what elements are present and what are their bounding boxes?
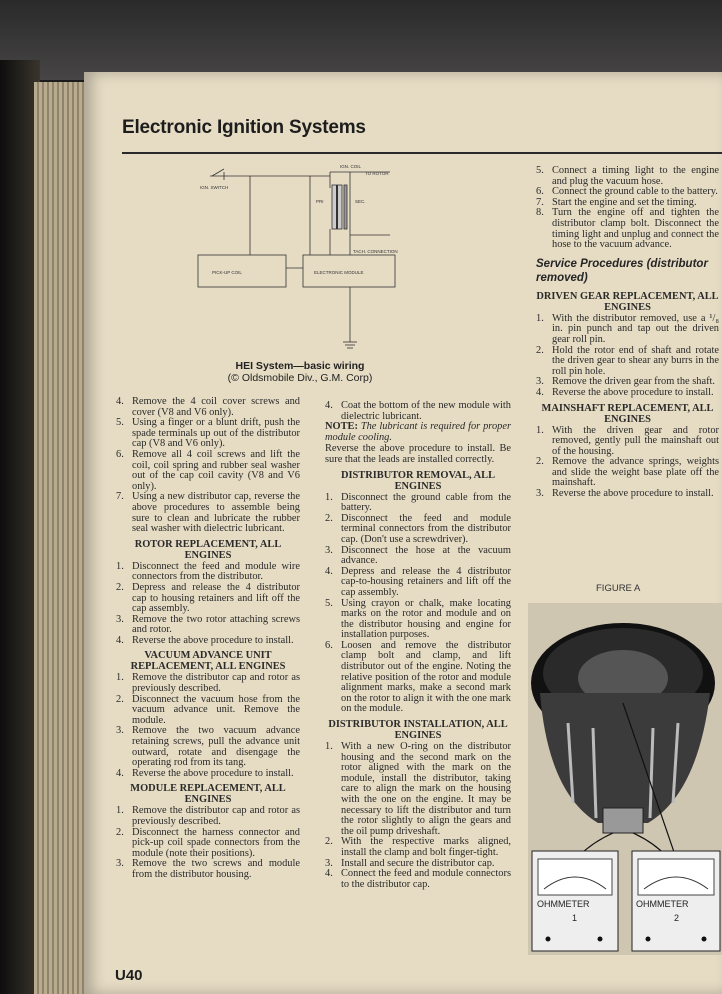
ohmmeter-1 xyxy=(532,851,618,951)
step-item xyxy=(116,726,300,768)
step-text: Using crayon or chalk, make locating marks on the rotor and module and on the distributor housing and engine for installation purposes. xyxy=(341,597,511,641)
diagram-label-ign-switch: IGN. SWITCH xyxy=(200,185,229,190)
diagram-label-ign-coil: IGN. COIL xyxy=(340,164,362,169)
vacuum-step-list xyxy=(116,673,300,779)
diagram-label-to-rotor: TO ROTOR xyxy=(365,171,389,176)
step-number: 1. xyxy=(536,424,544,436)
removal-heading: DISTRIBUTOR REMOVAL, ALL ENGINES xyxy=(340,469,496,492)
step-item xyxy=(116,397,300,418)
step-number: 3. xyxy=(116,613,124,625)
step-number: 1. xyxy=(536,312,544,324)
step-item xyxy=(116,695,300,727)
step-item xyxy=(325,869,511,890)
step-text: Disconnect the vacuum hose from the vacuum advance unit. Remove the module. xyxy=(132,693,300,726)
service-procedures-heading: Service Procedures (distributor removed) xyxy=(536,257,708,284)
step-item xyxy=(116,450,300,492)
rotor-step-list xyxy=(116,562,300,647)
step-item xyxy=(116,418,300,450)
step-item xyxy=(116,492,300,534)
step-item xyxy=(116,636,300,647)
step-text: With the respective marks aligned, install the clamp and bolt finger-tight. xyxy=(341,836,511,858)
step-text: Depress and release the 4 distributor cap-to-housing retainers and lift off the cap assembly. xyxy=(341,565,511,598)
step-text: Connect the ground cable to the battery. xyxy=(552,186,718,198)
step-number: 2. xyxy=(536,344,544,356)
step-number: 2. xyxy=(116,693,124,705)
step-number: 3. xyxy=(536,488,544,500)
step-number: 7. xyxy=(536,196,544,208)
step-item xyxy=(325,401,511,422)
step-item xyxy=(325,546,511,567)
diagram-label-pickup: PICK-UP COIL xyxy=(212,270,242,275)
install-step-list xyxy=(325,742,511,890)
ohmmeter-1-label: OHMMETER xyxy=(537,899,590,909)
step-text: Coat the bottom of the new module with dielectric lubricant. xyxy=(341,400,511,422)
diagram-label-tach: TACH. CONNECTION xyxy=(353,249,398,254)
step-number: 2. xyxy=(536,456,544,468)
step-number: 1. xyxy=(116,560,124,572)
step-number: 3. xyxy=(536,376,544,388)
step-item xyxy=(116,673,300,694)
step-number: 1. xyxy=(325,741,333,753)
vacuum-heading: VACUUM ADVANCE UNIT REPLACEMENT, ALL ENGINES xyxy=(130,650,286,673)
driven-gear-heading: DRIVEN GEAR REPLACEMENT, ALL ENGINES xyxy=(536,290,719,313)
title-rule xyxy=(122,152,722,154)
step-number: 6. xyxy=(325,639,333,651)
step-text: Hold the rotor end of shaft and rotate the driven gear to shear any burrs in the roll pin hole. xyxy=(552,344,719,377)
caption-credit: (© Oldsmobile Div., G.M. Corp) xyxy=(227,372,373,384)
step-number: 1. xyxy=(116,672,124,684)
step-text: Disconnect the ground cable from the battery. xyxy=(341,491,511,514)
step-number: 2. xyxy=(116,581,124,593)
step-number: 3. xyxy=(116,858,124,870)
step-item xyxy=(116,859,300,880)
step-number: 6. xyxy=(116,448,124,460)
module-step-list xyxy=(116,806,300,880)
step-text: Using a new distributor cap, reverse the above procedures to assemble being sure to clean and lubricate the rubber seal washer with dielectric lubricant. xyxy=(132,491,300,535)
step-number: 8. xyxy=(536,207,544,219)
step-text: Remove the two vacuum advance retaining screws, pull the advance unit outward, rotate and disengage the operating rod from its tang. xyxy=(132,725,300,769)
step-item xyxy=(325,567,511,599)
step-text: Remove the advance springs, weights and slide the weight base plate off the mainshaft. xyxy=(552,456,719,489)
step-number: 5. xyxy=(116,417,124,429)
step-text: Loosen and remove the distributor clamp bolt and clamp, and lift distributor out of the engine. Noting the relative position of the rotor and module alignment marks, make a second mark on the rotor to align it with the one mark on the module. xyxy=(341,639,511,715)
step-number: 1. xyxy=(325,491,333,503)
step-item xyxy=(325,742,511,837)
column-3 xyxy=(536,166,719,500)
step-item xyxy=(536,346,719,378)
step-text: Remove the distributor cap and rotor as previously described. xyxy=(132,805,300,827)
diagram-caption xyxy=(205,360,395,384)
hei-wiring-diagram xyxy=(190,160,430,360)
step-text: Reverse the above procedure to install. xyxy=(552,386,714,398)
step-text: Disconnect the feed and module terminal connectors from the distributor cap. (Don't use a screwdriver). xyxy=(341,512,511,545)
column-2 xyxy=(325,401,511,890)
step-text: Connect the feed and module connectors to the distributor cap. xyxy=(341,868,511,890)
diagram-label-module: ELECTRONIC MODULE xyxy=(314,270,364,275)
background-top xyxy=(0,0,722,80)
driven-gear-step-list xyxy=(536,314,719,399)
step-text: Remove all 4 coil screws and lift the coil, coil spring and rubber seal washer out of the cap coil cavity (V8 and V6 only). xyxy=(132,448,300,492)
step-number: 3. xyxy=(325,857,333,869)
column-1 xyxy=(116,397,300,881)
note-paragraph xyxy=(325,422,511,443)
page-number: U40 xyxy=(115,967,143,984)
ohmmeter-2-number: 2 xyxy=(674,913,680,923)
step-item xyxy=(116,769,300,780)
step-item xyxy=(325,514,511,546)
step-number: 2. xyxy=(116,826,124,838)
step-item xyxy=(325,599,511,641)
intro-step-list xyxy=(116,397,300,535)
step-text: Reverse the above procedure to install. xyxy=(132,634,294,646)
figure-a-label: FIGURE A xyxy=(596,583,641,594)
step-number: 1. xyxy=(116,805,124,817)
step-text: Reverse the above procedure to install. xyxy=(552,488,714,500)
step-text: Depress and release the 4 distributor cap to housing retainers and lift off the cap assembly. xyxy=(132,581,300,615)
step-text: Using a finger or a blunt drift, push the spade terminals up out of the distributor cap (V8 and V6 only). xyxy=(132,417,300,450)
step-number: 3. xyxy=(116,725,124,737)
diagram-label-sec: SEC. xyxy=(355,199,366,204)
step-text: Disconnect the hose at the vacuum advance. xyxy=(341,544,511,567)
step-text: Remove the two screws and module from the distributor housing. xyxy=(132,858,300,880)
caption-title: HEI System—basic wiring xyxy=(235,360,365,372)
step-item xyxy=(536,314,719,346)
step-item xyxy=(536,208,719,250)
after-note-paragraph: Reverse the above procedure to install. Be sure that the leads are installed correctly. xyxy=(325,443,511,465)
install-heading: DISTRIBUTOR INSTALLATION, ALL ENGINES xyxy=(328,719,508,742)
step-item xyxy=(536,489,719,500)
module-heading: MODULE REPLACEMENT, ALL ENGINES xyxy=(130,783,286,806)
step-number: 4. xyxy=(325,565,333,577)
step-item xyxy=(325,493,511,514)
install-step-list-continued xyxy=(536,166,719,251)
page-title: Electronic Ignition Systems xyxy=(122,117,366,138)
step-item xyxy=(536,166,719,187)
mainshaft-heading: MAINSHAFT REPLACEMENT, ALL ENGINES xyxy=(541,402,714,425)
rotor-heading: ROTOR REPLACEMENT, ALL ENGINES xyxy=(134,538,282,561)
step-text: With the driven gear and rotor removed, gently pull the mainshaft out of the housing. xyxy=(552,424,719,457)
step-text: Remove the distributor cap and rotor as previously described. xyxy=(132,672,300,695)
diagram-label-pri: PRI xyxy=(316,199,324,204)
step-item xyxy=(116,562,300,583)
step-number: 4. xyxy=(325,400,333,411)
ohmmeter-2-label: OHMMETER xyxy=(636,899,689,909)
mainshaft-step-list xyxy=(536,426,719,500)
step-text: Remove the driven gear from the shaft. xyxy=(552,376,716,388)
step-item xyxy=(116,615,300,636)
step-text: Reverse the above procedure to install. xyxy=(132,767,294,779)
step-number: 3. xyxy=(325,544,333,556)
step-number: 5. xyxy=(325,597,333,609)
step-item xyxy=(116,583,300,615)
module-step-4-list xyxy=(325,401,511,422)
step-text: With a new O-ring on the distributor housing and the second mark on the rotor aligned with the mark on the module, install the distributor, taking care to align the mark on the housing with the one on the engine. It may be necessary to lift the distributor and turn the rotor slightly to align the gears and the oil pump driveshaft. xyxy=(341,741,511,837)
step-text: Install and secure the distributor cap. xyxy=(341,857,495,869)
step-text: Remove the two rotor attaching screws and rotor. xyxy=(132,613,300,636)
step-number: 4. xyxy=(116,767,124,779)
step-text: Disconnect the harness connector and pick-up coil spade connectors from the module (note their positions). xyxy=(132,826,300,859)
step-number: 4. xyxy=(536,386,544,398)
note-lead: NOTE: xyxy=(325,421,358,433)
ohmmeter-2 xyxy=(632,851,720,951)
step-number: 4. xyxy=(116,634,124,646)
step-text: Turn the engine off and tighten the distributor clamp bolt. Disconnect the timing light and unplug and connect the hose to the vacuum advance. xyxy=(552,207,719,251)
removal-step-list xyxy=(325,493,511,715)
step-number: 7. xyxy=(116,491,124,503)
step-text: Start the engine and set the timing. xyxy=(552,196,697,208)
step-text: Disconnect the feed and module wire connectors from the distributor. xyxy=(132,560,300,583)
step-item xyxy=(116,828,300,860)
step-number: 2. xyxy=(325,512,333,524)
step-number: 5. xyxy=(536,165,544,176)
step-text: With the distributor removed, use a ¹/₈ in. pin punch and tap out the driven gear roll pin. xyxy=(552,312,719,345)
step-item xyxy=(116,806,300,827)
step-item xyxy=(536,457,719,489)
step-number: 2. xyxy=(325,836,333,848)
step-text: Remove the 4 coil cover screws and cover (V8 and V6 only). xyxy=(132,396,300,418)
step-number: 6. xyxy=(536,186,544,198)
step-item xyxy=(325,837,511,858)
note-text: The lubricant is required for proper module cooling. xyxy=(325,421,511,443)
ohmmeter-1-number: 1 xyxy=(572,913,578,923)
step-text: Connect a timing light to the engine and plug the vacuum hose. xyxy=(552,165,719,187)
step-item xyxy=(325,641,511,715)
step-item xyxy=(536,426,719,458)
step-number: 4. xyxy=(116,396,124,407)
figure-a-photo xyxy=(528,603,722,955)
step-item xyxy=(536,388,719,399)
step-number: 4. xyxy=(325,868,333,880)
